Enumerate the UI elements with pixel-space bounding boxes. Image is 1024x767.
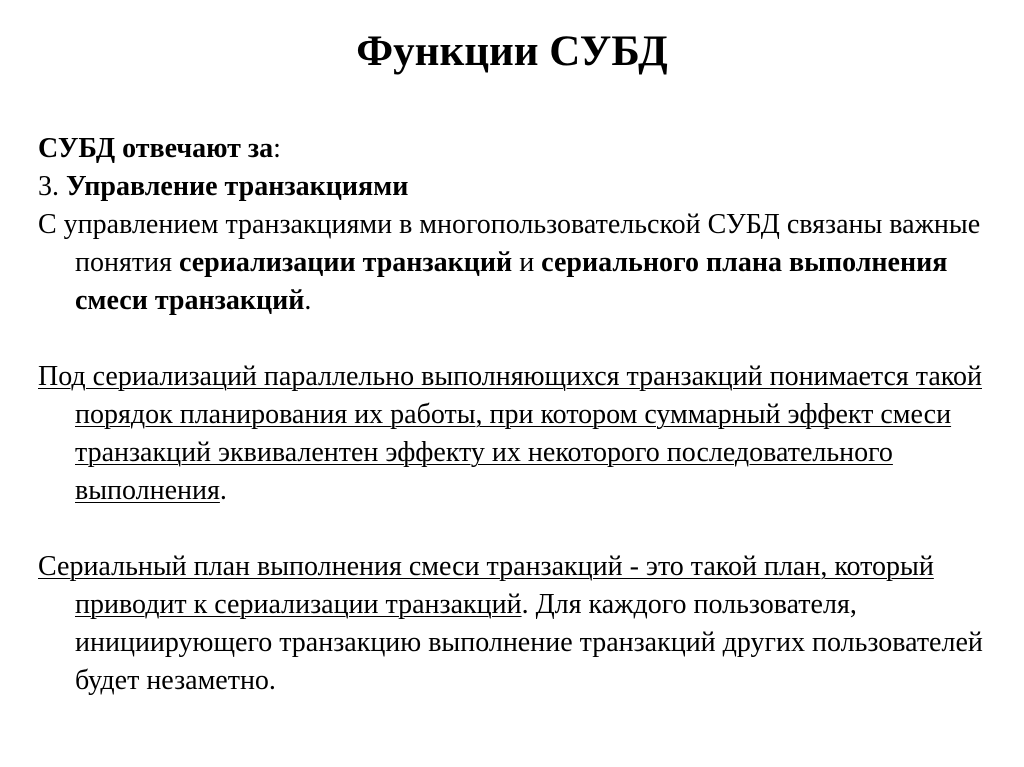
paragraph-serialization-concepts bbox=[38, 206, 988, 320]
intro-lead: СУБД отвечают за bbox=[38, 133, 274, 164]
paragraph3-rest: . Для каждого пользователя, инициирующего транзакцию выполнение транзакций других пользователей будет незаметно. bbox=[75, 589, 983, 696]
slide-body bbox=[38, 130, 988, 700]
term-serialization: сериализации транзакций bbox=[178, 247, 513, 278]
paragraph1-text-a: С управлением транзакциями в многопользовательской СУБД связаны важные понятия bbox=[38, 209, 981, 278]
intro-colon: : bbox=[273, 133, 281, 164]
serialization-definition: Под сериализаций параллельно выполняющихся транзакций понимается такой порядок планирования их работы, при котором суммарный эффект смеси транзакций эквивалентен эффекту их некоторого последовательного выполнения bbox=[38, 361, 982, 506]
spacer bbox=[38, 320, 988, 358]
paragraph-serialization-definition bbox=[38, 358, 988, 510]
paragraph1-end: . bbox=[304, 285, 312, 316]
spacer bbox=[38, 510, 988, 548]
intro-line bbox=[38, 130, 988, 168]
item-number: 3. bbox=[38, 171, 66, 202]
item-heading-line bbox=[38, 168, 988, 206]
item-heading: Управление транзакциями bbox=[66, 171, 409, 202]
paragraph-serial-plan-definition bbox=[38, 548, 988, 700]
paragraph1-text-b: и bbox=[512, 247, 542, 278]
paragraph2-end: . bbox=[219, 475, 227, 506]
slide-title: Функции СУБД bbox=[356, 28, 668, 75]
serial-plan-definition: Сериальный план выполнения смеси транзакций - это такой план, который приводит к сериализации транзакций bbox=[38, 551, 934, 620]
term-serial-plan: сериального плана выполнения смеси транзакций bbox=[75, 247, 948, 316]
